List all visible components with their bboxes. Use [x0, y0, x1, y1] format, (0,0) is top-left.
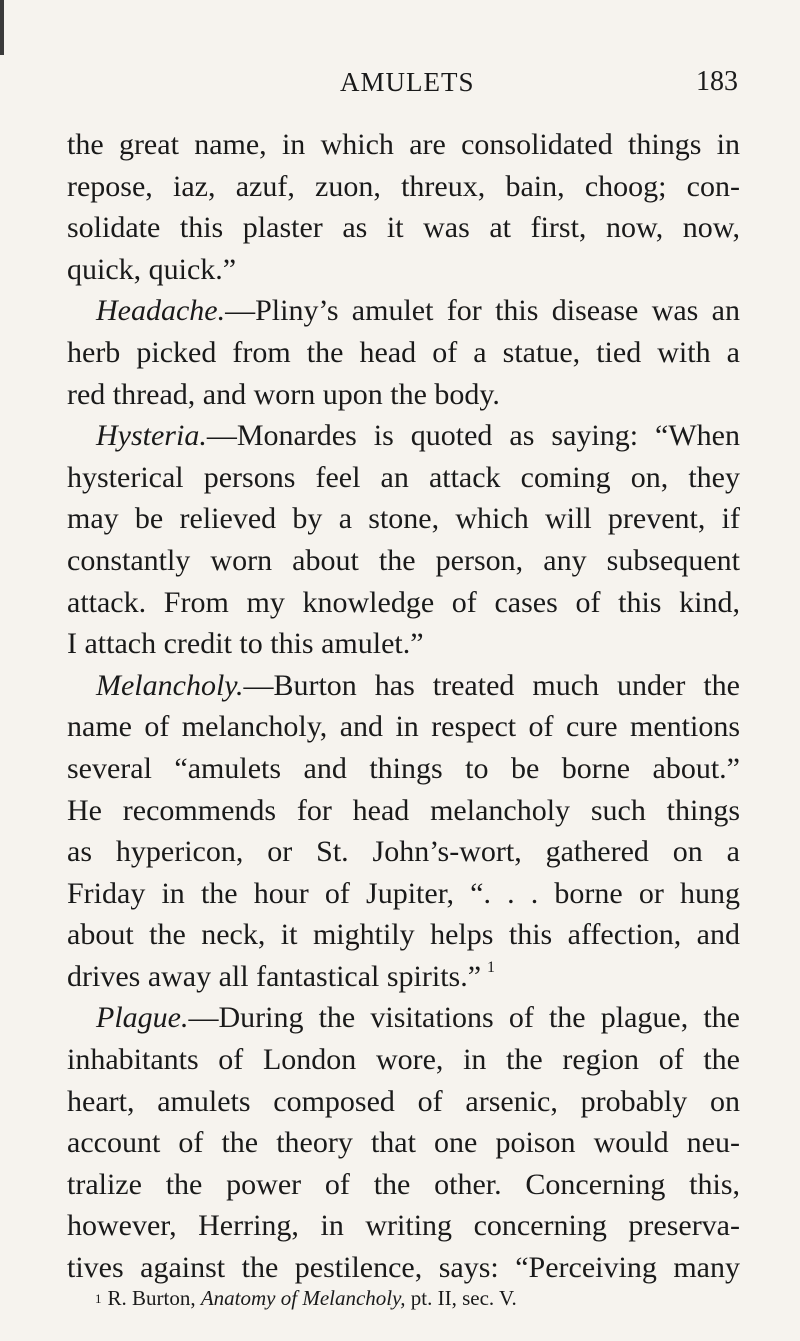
- footnote-location: pt. II, sec. V.: [410, 1286, 517, 1310]
- paragraph-plague-first-line: [67, 997, 740, 1039]
- text-line: red thread, and worn upon the body.: [67, 377, 500, 411]
- text-run: —Pliny’s amulet for this disease was an: [225, 294, 740, 328]
- text-line: inhabitants of London wore, in the region of the: [67, 1043, 740, 1077]
- text-line: repose, iaz, azuf, zuon, threux, bain, choog; con-: [67, 169, 740, 203]
- text-line: name of melancholy, and in respect of cure mentions: [67, 710, 740, 744]
- text-line: I attach credit to this amulet.”: [67, 627, 424, 661]
- text-line-with-footnote: [67, 956, 740, 998]
- text-line: He recommends for head melancholy such things: [67, 793, 740, 827]
- paragraph-melancholy-first-line: [67, 665, 740, 707]
- text-line: account of the theory that one poison would neu-: [67, 1126, 740, 1160]
- footnote-author: R. Burton,: [107, 1286, 196, 1310]
- footnote-reference[interactable]: 1: [487, 958, 496, 976]
- text-run: —Burton has treated much under the: [243, 668, 740, 702]
- text-line: as hypericon, or St. John’s-wort, gathered on a: [67, 835, 740, 869]
- text-run: —During the visitations of the plague, the: [188, 1001, 740, 1035]
- footnote-mark: 1: [95, 1291, 102, 1306]
- text-run: —Monardes is quoted as saying: “When: [206, 419, 740, 453]
- section-heading-headache: Headache.: [96, 294, 226, 328]
- section-heading-plague: Plague.: [96, 1001, 189, 1035]
- page-header: [0, 62, 800, 102]
- paragraph-headache-first-line: [67, 290, 740, 332]
- footnote-title: Anatomy of Melancholy,: [200, 1286, 406, 1310]
- text-line: quick, quick.”: [67, 252, 237, 286]
- text-line: several “amulets and things to be borne about.”: [67, 751, 740, 785]
- page-number: 183: [696, 66, 738, 97]
- paragraph-hysteria-first-line: [67, 415, 740, 457]
- section-heading-melancholy: Melancholy.: [96, 668, 244, 702]
- body-text: [67, 124, 740, 1289]
- text-line: constantly worn about the person, any subsequent: [67, 543, 740, 577]
- text-line: tives against the pestilence, says: “Perceiving many: [67, 1251, 740, 1285]
- text-line: may be relieved by a stone, which will prevent, if: [67, 502, 740, 536]
- text-line: solidate this plaster as it was at first, now, now,: [67, 211, 740, 245]
- text-line: the great name, in which are consolidated things in: [67, 128, 740, 161]
- text-line: hysterical persons feel an attack coming on, they: [67, 460, 740, 494]
- text-line: about the neck, it mightily helps this affection, and: [67, 918, 740, 952]
- section-heading-hysteria: Hysteria.: [96, 419, 207, 453]
- text-line: heart, amulets composed of arsenic, probably on: [67, 1084, 740, 1118]
- text-line: herb picked from the head of a statue, tied with a: [67, 335, 740, 369]
- running-head: AMULETS: [340, 67, 475, 97]
- text-line: Friday in the hour of Jupiter, “. . . borne or hung: [67, 876, 740, 910]
- text-line: attack. From my knowledge of cases of this kind,: [67, 585, 740, 619]
- footnote: [95, 1283, 745, 1313]
- text-run: drives away all fantastical spirits.”: [67, 959, 482, 993]
- text-line: however, Herring, in writing concerning preserva-: [67, 1209, 740, 1243]
- text-line: tralize the power of the other. Concerning this,: [67, 1167, 740, 1201]
- page-edge-mark: [0, 0, 4, 55]
